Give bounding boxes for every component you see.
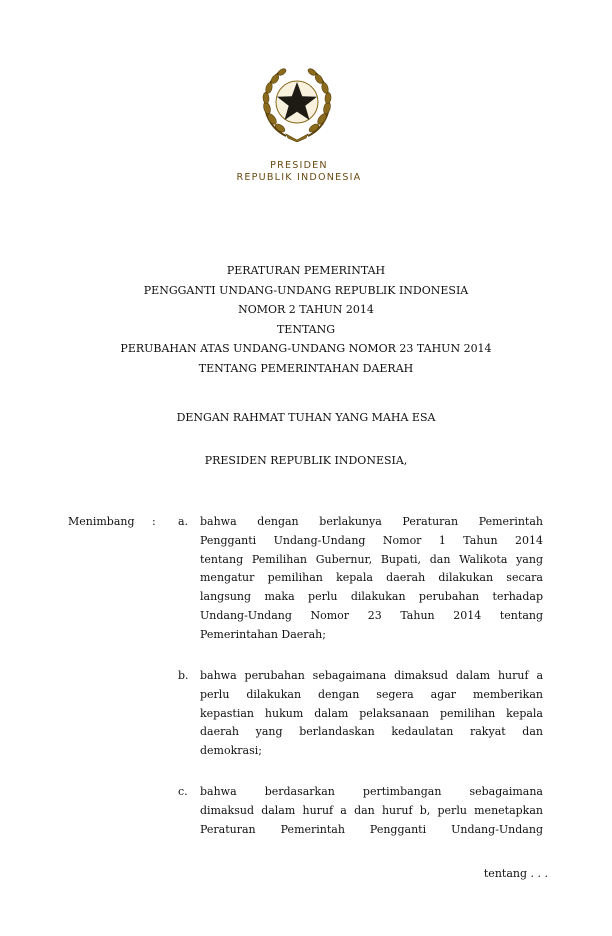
- menimbang-label: Menimbang: [68, 515, 135, 528]
- preamble-rahmat: DENGAN RAHMAT TUHAN YANG MAHA ESA: [176, 411, 436, 424]
- item-line: mengatur pemilihan kepala daerah dilakukan secara: [200, 571, 543, 585]
- item-marker: c.: [178, 785, 188, 798]
- item-line: perlu dilakukan dengan segera agar memberikan: [200, 687, 543, 701]
- item-line: bahwa perubahan sebagaimana dimaksud dalam huruf a: [200, 669, 543, 682]
- item-marker: b.: [178, 669, 189, 682]
- item-text: [200, 783, 543, 839]
- title-line: TENTANG: [276, 322, 336, 336]
- item-text: [200, 667, 543, 761]
- item-line: Undang-Undang Nomor 23 Tahun 2014 tentang: [200, 608, 543, 622]
- item-line: dimaksud dalam huruf a dan huruf b, perlu menetapkan: [200, 803, 543, 817]
- item-line: kepastian hukum dalam pelaksanaan pemilihan kepala: [200, 706, 543, 720]
- header-presiden: PRESIDEN: [270, 160, 328, 171]
- item-line: tentang Pemilihan Gubernur, Bupati, dan Walikota yang: [200, 552, 543, 566]
- item-line: Pemerintahan Daerah;: [200, 627, 326, 641]
- item-marker: a.: [178, 515, 189, 528]
- document-title: [0, 261, 612, 379]
- item-text: [200, 513, 543, 645]
- item-line: bahwa berdasarkan pertimbangan sebagaimana: [200, 785, 543, 798]
- garuda-seal-icon: [256, 62, 338, 142]
- item-line: Pengganti Undang-Undang Nomor 1 Tahun 2014: [200, 533, 543, 547]
- continuation-text: tentang . . .: [483, 867, 548, 880]
- title-line: NOMOR 2 TAHUN 2014: [238, 303, 374, 317]
- title-line: PENGGANTI UNDANG-UNDANG REPUBLIK INDONESIA: [143, 283, 469, 297]
- item-line: demokrasi;: [200, 744, 262, 758]
- preamble-presiden: PRESIDEN REPUBLIK INDONESIA,: [204, 454, 408, 467]
- header-republik-indonesia: REPUBLIK INDONESIA: [236, 172, 362, 183]
- item-line: daerah yang berlandaskan kedaulatan rakyat dan: [200, 725, 543, 739]
- title-line: PERUBAHAN ATAS UNDANG-UNDANG NOMOR 23 TAHUN 2014: [120, 342, 492, 356]
- item-line: langsung maka perlu dilakukan perubahan terhadap: [200, 590, 543, 604]
- title-line: PERATURAN PEMERINTAH: [226, 264, 386, 277]
- title-line: TENTANG PEMERINTAHAN DAERAH: [198, 361, 414, 375]
- item-line: bahwa dengan berlakunya Peraturan Pemerintah: [200, 515, 543, 528]
- menimbang-colon: :: [152, 515, 156, 528]
- item-line: Peraturan Pemerintah Pengganti Undang-Undang: [200, 822, 543, 836]
